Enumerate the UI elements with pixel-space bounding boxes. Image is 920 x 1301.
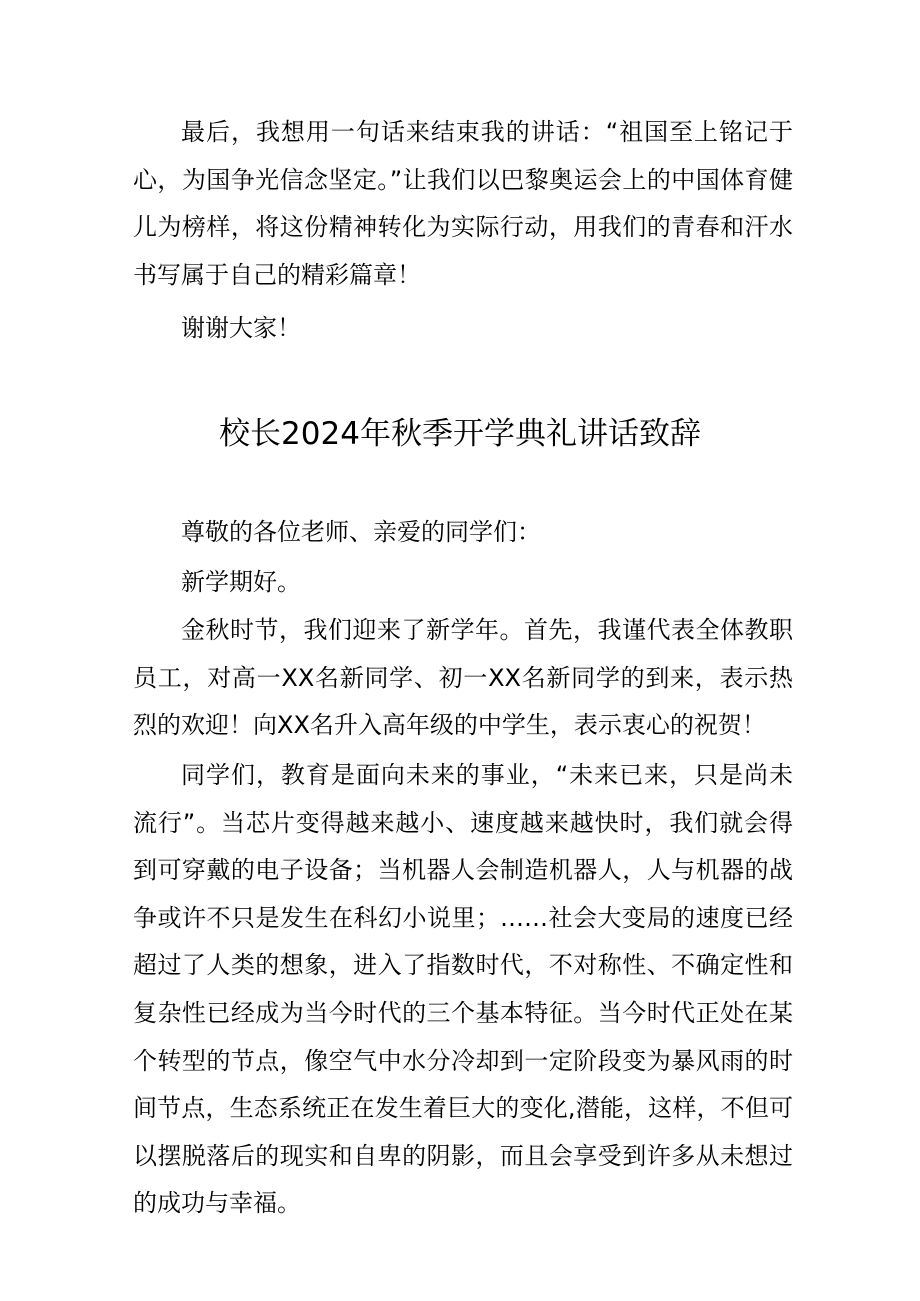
salutation: 尊敬的各位老师、亲爱的同学们： — [181, 518, 541, 546]
greeting: 新学期好。 — [181, 568, 301, 596]
paragraph-welcome: 金秋时节，我们迎来了新学年。首先，我谨代表全体教职员工，对高一XX名新同学、初一XX名新同学的到来，表示热烈的欢迎！向XX名升入高年级的中学生，表示衷心的祝贺！ — [133, 616, 793, 740]
paragraph-future-education: 同学们，教育是面向未来的事业，“未来已来，只是尚未流行”。当芯片变得越来越小、速度越来越快时，我们就会得到可穿戴的电子设备；当机器人会制造机器人，人与机器的战争或许不只是发生在科幻小说里；……社会大变局的速度已经超过了人类的想象，进入了指数时代，不对称性、不确定性和复杂性已经成为当今时代的三个基本特征。当今时代正处在某个转型的节点，像空气中水分冷却到一定阶段变为暴风雨的时间节点，生态系统正在发生着巨大的变化,潜能，这样，不但可以摆脱落后的现实和自卑的阴影，而且会享受到许多从未想过的成功与幸福。 — [133, 761, 793, 1218]
prev-thanks-line: 谢谢大家！ — [181, 314, 301, 342]
speech-title: 校长2024年秋季开学典礼讲话致辞 — [219, 416, 701, 452]
prev-closing-paragraph: 最后，我想用一句话来结束我的讲话：“祖国至上铭记于心，为国争光信念坚定。”让我们以巴黎奥运会上的中国体育健儿为榜样，将这份精神转化为实际行动，用我们的青春和汗水书写属于自己的精彩篇章！ — [133, 118, 793, 289]
